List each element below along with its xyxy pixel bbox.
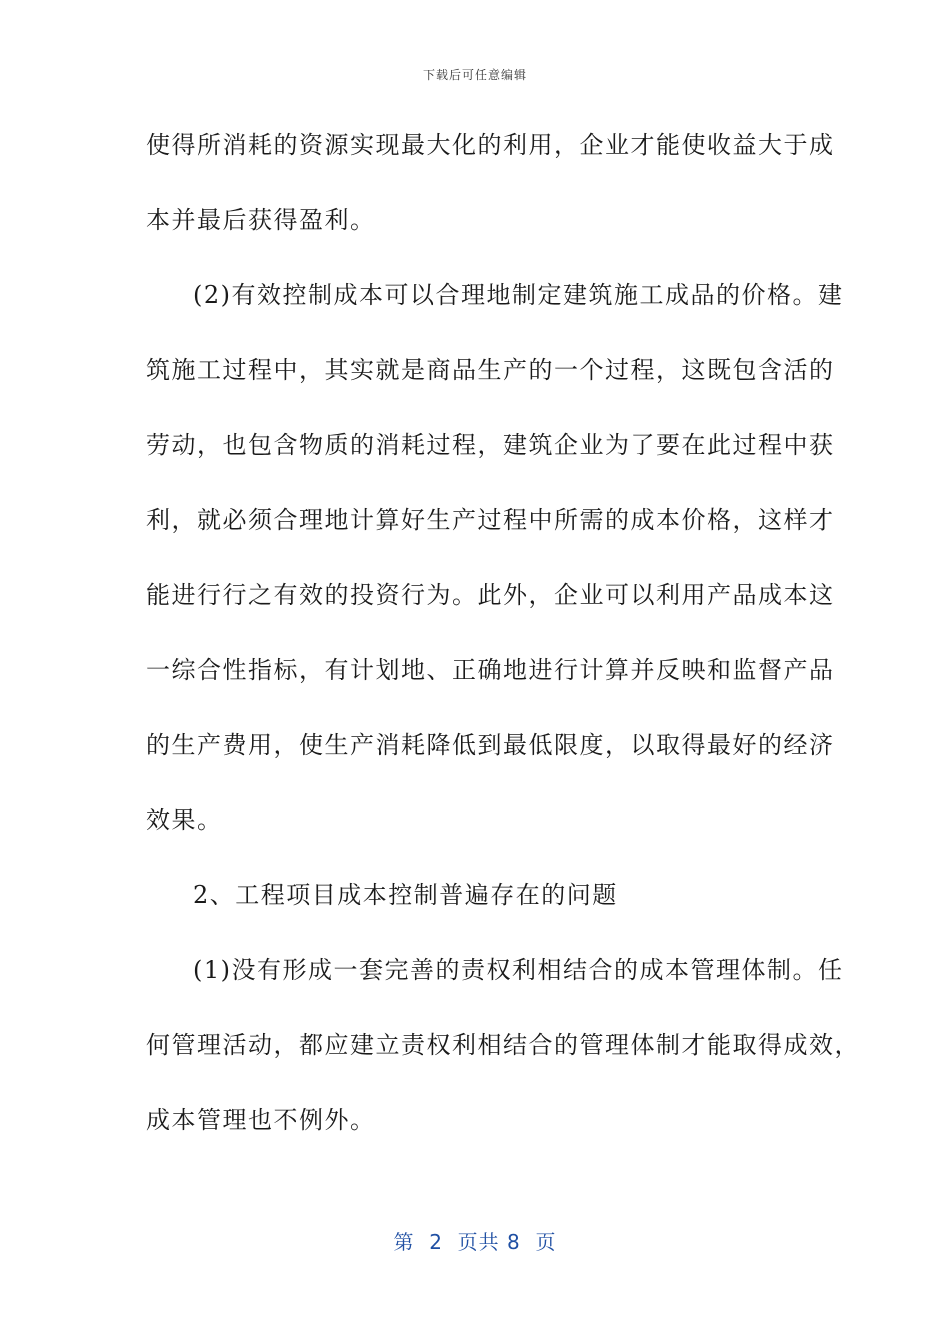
body-line: 本并最后获得盈利。 (146, 206, 376, 234)
body-line: 筑施工过程中，其实就是商品生产的一个过程，这既包含活的 (146, 356, 835, 384)
body-line: 成本管理也不例外。 (146, 1106, 376, 1134)
page-number-footer: 第 2 页共 8 页 (393, 1230, 557, 1254)
body-line: 能进行行之有效的投资行为。此外，企业可以利用产品成本这 (146, 581, 835, 609)
body-line: 劳动，也包含物质的消耗过程，建筑企业为了要在此过程中获 (146, 431, 835, 459)
body-line: (1)没有形成一套完善的责权利相结合的成本管理体制。任 (193, 956, 844, 984)
body-line: 何管理活动，都应建立责权利相结合的管理体制才能取得成效， (146, 1031, 860, 1059)
body-line: 一综合性指标，有计划地、正确地进行计算并反映和监督产品 (146, 656, 835, 684)
page-header: 下载后可任意编辑 (422, 68, 527, 82)
body-line: 利，就必须合理地计算好生产过程中所需的成本价格，这样才 (146, 506, 835, 534)
body-line: 效果。 (146, 806, 223, 834)
body-line: (2)有效控制成本可以合理地制定建筑施工成品的价格。建 (193, 281, 844, 309)
body-line: 的生产费用，使生产消耗降低到最低限度，以取得最好的经济 (146, 731, 835, 759)
section-heading: 2、工程项目成本控制普遍存在的问题 (193, 881, 618, 909)
body-line: 使得所消耗的资源实现最大化的利用，企业才能使收益大于成 (146, 131, 835, 159)
